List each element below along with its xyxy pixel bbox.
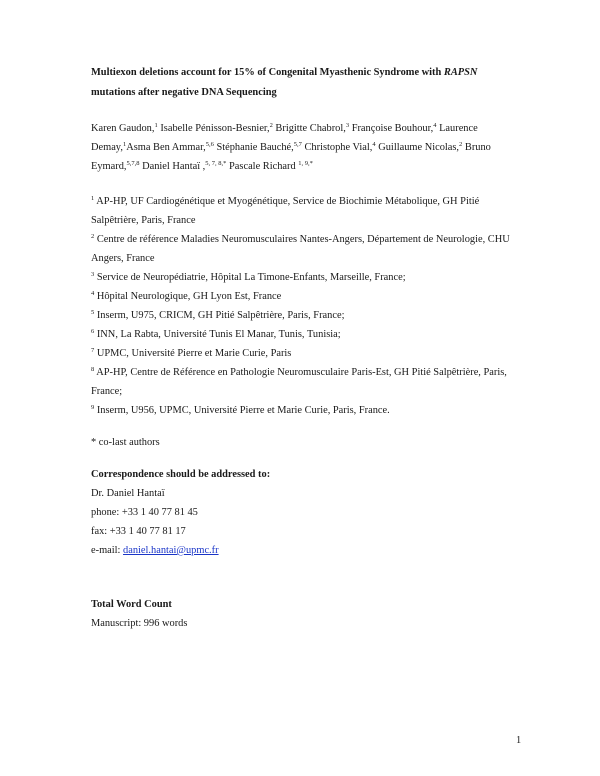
affiliation-number: 7 bbox=[91, 347, 95, 354]
affiliation-text: AP-HP, Centre de Référence en Pathologie Neuromusculaire Paris-Est, GH Pitié Salpêtrière, Paris, France; bbox=[91, 367, 507, 397]
author-name: Stéphanie Bauché, bbox=[213, 142, 294, 153]
affiliation-text: Hôpital Neurologique, GH Lyon Est, France bbox=[94, 291, 282, 302]
affiliation-item bbox=[91, 287, 521, 306]
affiliation-number: 9 bbox=[91, 404, 95, 411]
affiliation-item bbox=[91, 344, 521, 363]
author-affiliation-mark: 1 bbox=[122, 141, 127, 148]
page-content bbox=[91, 63, 521, 633]
affiliation-number: 3 bbox=[91, 271, 95, 278]
affiliation-number: 4 bbox=[91, 290, 95, 297]
author-affiliation-mark: 5, 7, 8,* bbox=[205, 160, 227, 167]
affiliation-item bbox=[91, 192, 521, 230]
affiliation-text: Inserm, U975, CRICM, GH Pitié Salpêtrière, Paris, France; bbox=[94, 310, 345, 321]
page-number: 1 bbox=[516, 735, 522, 746]
author-list bbox=[91, 119, 521, 176]
correspondence-fax: fax: +33 1 40 77 81 17 bbox=[91, 526, 186, 537]
affiliation-item bbox=[91, 268, 521, 287]
author-name: Isabelle Pénisson-Besnier, bbox=[157, 123, 270, 134]
correspondence-heading: Correspondence should be addressed to: bbox=[91, 469, 271, 480]
author-name: Bruno Eymard, bbox=[91, 142, 491, 172]
affiliation-item bbox=[91, 306, 521, 325]
affiliation-text: Centre de référence Maladies Neuromusculaires Nantes-Angers, Département de Neurologie, CHU Angers, France bbox=[91, 234, 510, 264]
author-affiliation-mark: 1, 9,* bbox=[298, 160, 313, 167]
email-link[interactable]: daniel.hantai@upmc.fr bbox=[123, 545, 219, 556]
affiliation-number: 6 bbox=[91, 328, 95, 335]
affiliation-text: Service de Neuropédiatrie, Hôpital La Timone-Enfants, Marseille, France; bbox=[94, 272, 406, 283]
affiliation-item bbox=[91, 401, 521, 420]
author-name: Karen Gaudon, bbox=[91, 123, 155, 134]
affiliation-list bbox=[91, 192, 521, 420]
author-affiliation-mark: 4 bbox=[372, 141, 376, 148]
word-count-heading: Total Word Count bbox=[91, 599, 172, 610]
affiliation-item bbox=[91, 325, 521, 344]
author-name: Guillaume Nicolas, bbox=[375, 142, 460, 153]
affiliation-number: 1 bbox=[91, 195, 95, 202]
author-affiliation-mark: 5,7 bbox=[293, 141, 302, 148]
author-affiliation-mark: 3 bbox=[345, 122, 350, 129]
author-name: Asma Ben Ammar, bbox=[126, 142, 206, 153]
affiliation-text: Inserm, U956, UPMC, Université Pierre et Marie Curie, Paris, France. bbox=[94, 405, 390, 416]
word-count-text: Manuscript: 996 words bbox=[91, 618, 188, 629]
author-affiliation-mark: 1 bbox=[154, 122, 158, 129]
affiliation-text: INN, La Rabta, Université Tunis El Manar, Tunis, Tunisia; bbox=[94, 329, 341, 340]
author-name: Pascale Richard bbox=[226, 161, 299, 172]
affiliation-item bbox=[91, 230, 521, 268]
author-name: Brigitte Chabrol, bbox=[272, 123, 346, 134]
email-label: e-mail: bbox=[91, 545, 124, 556]
author-name: Daniel Hantaï , bbox=[139, 161, 206, 172]
affiliation-item bbox=[91, 363, 521, 401]
title-gene-name: RAPSN bbox=[443, 67, 478, 78]
title-part-1: Multiexon deletions account for 15% of Congenital Myasthenic Syndrome with bbox=[91, 67, 444, 78]
correspondence-email-line bbox=[91, 541, 521, 560]
author-affiliation-mark: 2 bbox=[269, 122, 273, 129]
correspondence-phone: phone: +33 1 40 77 81 45 bbox=[91, 507, 198, 518]
correspondence-name: Dr. Daniel Hantaï bbox=[91, 488, 165, 499]
author-affiliation-mark: 5,6 bbox=[205, 141, 214, 148]
affiliation-number: 5 bbox=[91, 309, 95, 316]
paper-title bbox=[91, 63, 521, 103]
author-name: Laurence Demay, bbox=[91, 123, 478, 153]
author-affiliation-mark: 5,7,8 bbox=[126, 160, 140, 167]
author-affiliation-mark: 2 bbox=[459, 141, 463, 148]
affiliation-text: AP-HP, UF Cardiogénétique et Myogénétique, Service de Biochimie Métabolique, GH Pitié Salpêtrière, Paris, France bbox=[91, 196, 480, 226]
title-part-2: mutations after negative DNA Sequencing bbox=[91, 87, 277, 98]
affiliation-text: UPMC, Université Pierre et Marie Curie, Paris bbox=[94, 348, 292, 359]
author-affiliation-mark: 4 bbox=[433, 122, 437, 129]
affiliation-number: 2 bbox=[91, 233, 95, 240]
co-last-authors-note: * co-last authors bbox=[91, 437, 160, 448]
affiliation-number: 8 bbox=[91, 366, 95, 373]
author-name: Françoise Bouhour, bbox=[349, 123, 434, 134]
author-name: Christophe Vial, bbox=[301, 142, 373, 153]
